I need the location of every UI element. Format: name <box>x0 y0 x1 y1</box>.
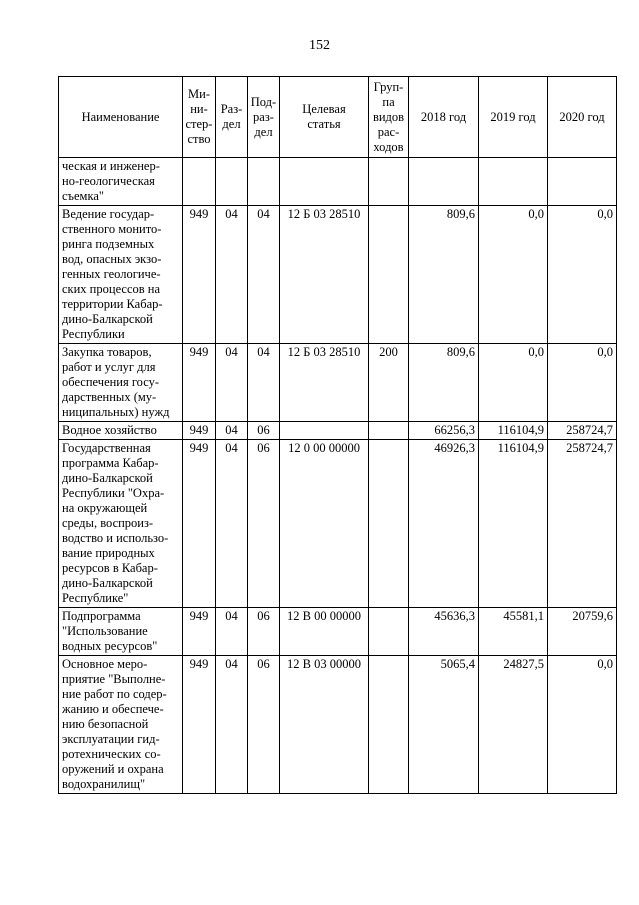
row-group <box>369 440 409 608</box>
row-2020: 0,0 <box>548 206 617 344</box>
row-group <box>369 656 409 794</box>
row-2018: 809,6 <box>409 206 479 344</box>
row-target: 12 В 00 00000 <box>280 608 369 656</box>
row-section: 04 <box>216 656 248 794</box>
row-2019: 0,0 <box>479 206 548 344</box>
table-row <box>59 656 617 794</box>
row-group <box>369 158 409 206</box>
header-group: Груп- па видов рас- ходов <box>369 77 409 158</box>
row-2018 <box>409 158 479 206</box>
row-2019: 45581,1 <box>479 608 548 656</box>
row-target <box>280 158 369 206</box>
table-row <box>59 422 617 440</box>
row-ministry: 949 <box>183 344 216 422</box>
header-2019: 2019 год <box>479 77 548 158</box>
row-subsection: 06 <box>248 608 280 656</box>
row-2020: 20759,6 <box>548 608 617 656</box>
row-group <box>369 422 409 440</box>
row-group <box>369 206 409 344</box>
table-row <box>59 344 617 422</box>
row-2018: 46926,3 <box>409 440 479 608</box>
row-section: 04 <box>216 422 248 440</box>
row-subsection <box>248 158 280 206</box>
table-row <box>59 608 617 656</box>
row-name: Водное хозяйство <box>59 422 183 440</box>
row-2020: 0,0 <box>548 344 617 422</box>
row-group: 200 <box>369 344 409 422</box>
row-ministry: 949 <box>183 206 216 344</box>
row-2019: 24827,5 <box>479 656 548 794</box>
row-target: 12 В 03 00000 <box>280 656 369 794</box>
header-name: Наименование <box>59 77 183 158</box>
row-target: 12 0 00 00000 <box>280 440 369 608</box>
row-section: 04 <box>216 344 248 422</box>
row-section: 04 <box>216 608 248 656</box>
row-2019 <box>479 158 548 206</box>
table-row <box>59 158 617 206</box>
row-subsection: 06 <box>248 422 280 440</box>
row-2020: 258724,7 <box>548 422 617 440</box>
row-ministry: 949 <box>183 656 216 794</box>
row-ministry: 949 <box>183 422 216 440</box>
row-name: Государственная программа Кабар- дино-Балкарской Республики "Охра- на окружающей среды, воспроиз- водство и использо- вание природных ресурсов в Кабар- дино-Балкарской Республике" <box>59 440 183 608</box>
row-target <box>280 422 369 440</box>
row-subsection: 06 <box>248 656 280 794</box>
header-target: Целевая статья <box>280 77 369 158</box>
row-2019: 116104,9 <box>479 440 548 608</box>
row-ministry: 949 <box>183 608 216 656</box>
row-2020: 258724,7 <box>548 440 617 608</box>
row-ministry <box>183 158 216 206</box>
header-row <box>59 77 617 158</box>
header-ministry: Ми- ни- стер- ство <box>183 77 216 158</box>
row-target: 12 Б 03 28510 <box>280 344 369 422</box>
row-2018: 809,6 <box>409 344 479 422</box>
table-row <box>59 440 617 608</box>
row-2019: 0,0 <box>479 344 548 422</box>
row-name: Основное меро- приятие "Выполне- ние работ по содер- жанию и обеспече- нию безопасной эксплуатации гид- ротехнических со- оружений и охрана водохранилищ" <box>59 656 183 794</box>
row-section <box>216 158 248 206</box>
row-ministry: 949 <box>183 440 216 608</box>
row-target: 12 Б 03 28510 <box>280 206 369 344</box>
row-2019: 116104,9 <box>479 422 548 440</box>
row-2018: 5065,4 <box>409 656 479 794</box>
page-number: 152 <box>309 38 330 53</box>
row-name: Закупка товаров, работ и услуг для обеспечения госу- дарственных (му- ниципальных) нужд <box>59 344 183 422</box>
header-2020: 2020 год <box>548 77 617 158</box>
row-2020 <box>548 158 617 206</box>
row-name: Ведение государ- ственного монито- ринга подземных вод, опасных экзо- генных геологиче- ских процессов на территории Кабар- дино-Балкарской Республики <box>59 206 183 344</box>
row-2018: 45636,3 <box>409 608 479 656</box>
row-2020: 0,0 <box>548 656 617 794</box>
header-section: Раз- дел <box>216 77 248 158</box>
header-subsection: Под- раз- дел <box>248 77 280 158</box>
row-name: Подпрограмма "Использование водных ресурсов" <box>59 608 183 656</box>
table-row <box>59 206 617 344</box>
budget-table <box>58 76 617 794</box>
row-2018: 66256,3 <box>409 422 479 440</box>
header-2018: 2018 год <box>409 77 479 158</box>
row-subsection: 04 <box>248 206 280 344</box>
row-section: 04 <box>216 440 248 608</box>
row-section: 04 <box>216 206 248 344</box>
row-group <box>369 608 409 656</box>
row-subsection: 04 <box>248 344 280 422</box>
row-name: ческая и инженер- но-геологическая съемка" <box>59 158 183 206</box>
row-subsection: 06 <box>248 440 280 608</box>
